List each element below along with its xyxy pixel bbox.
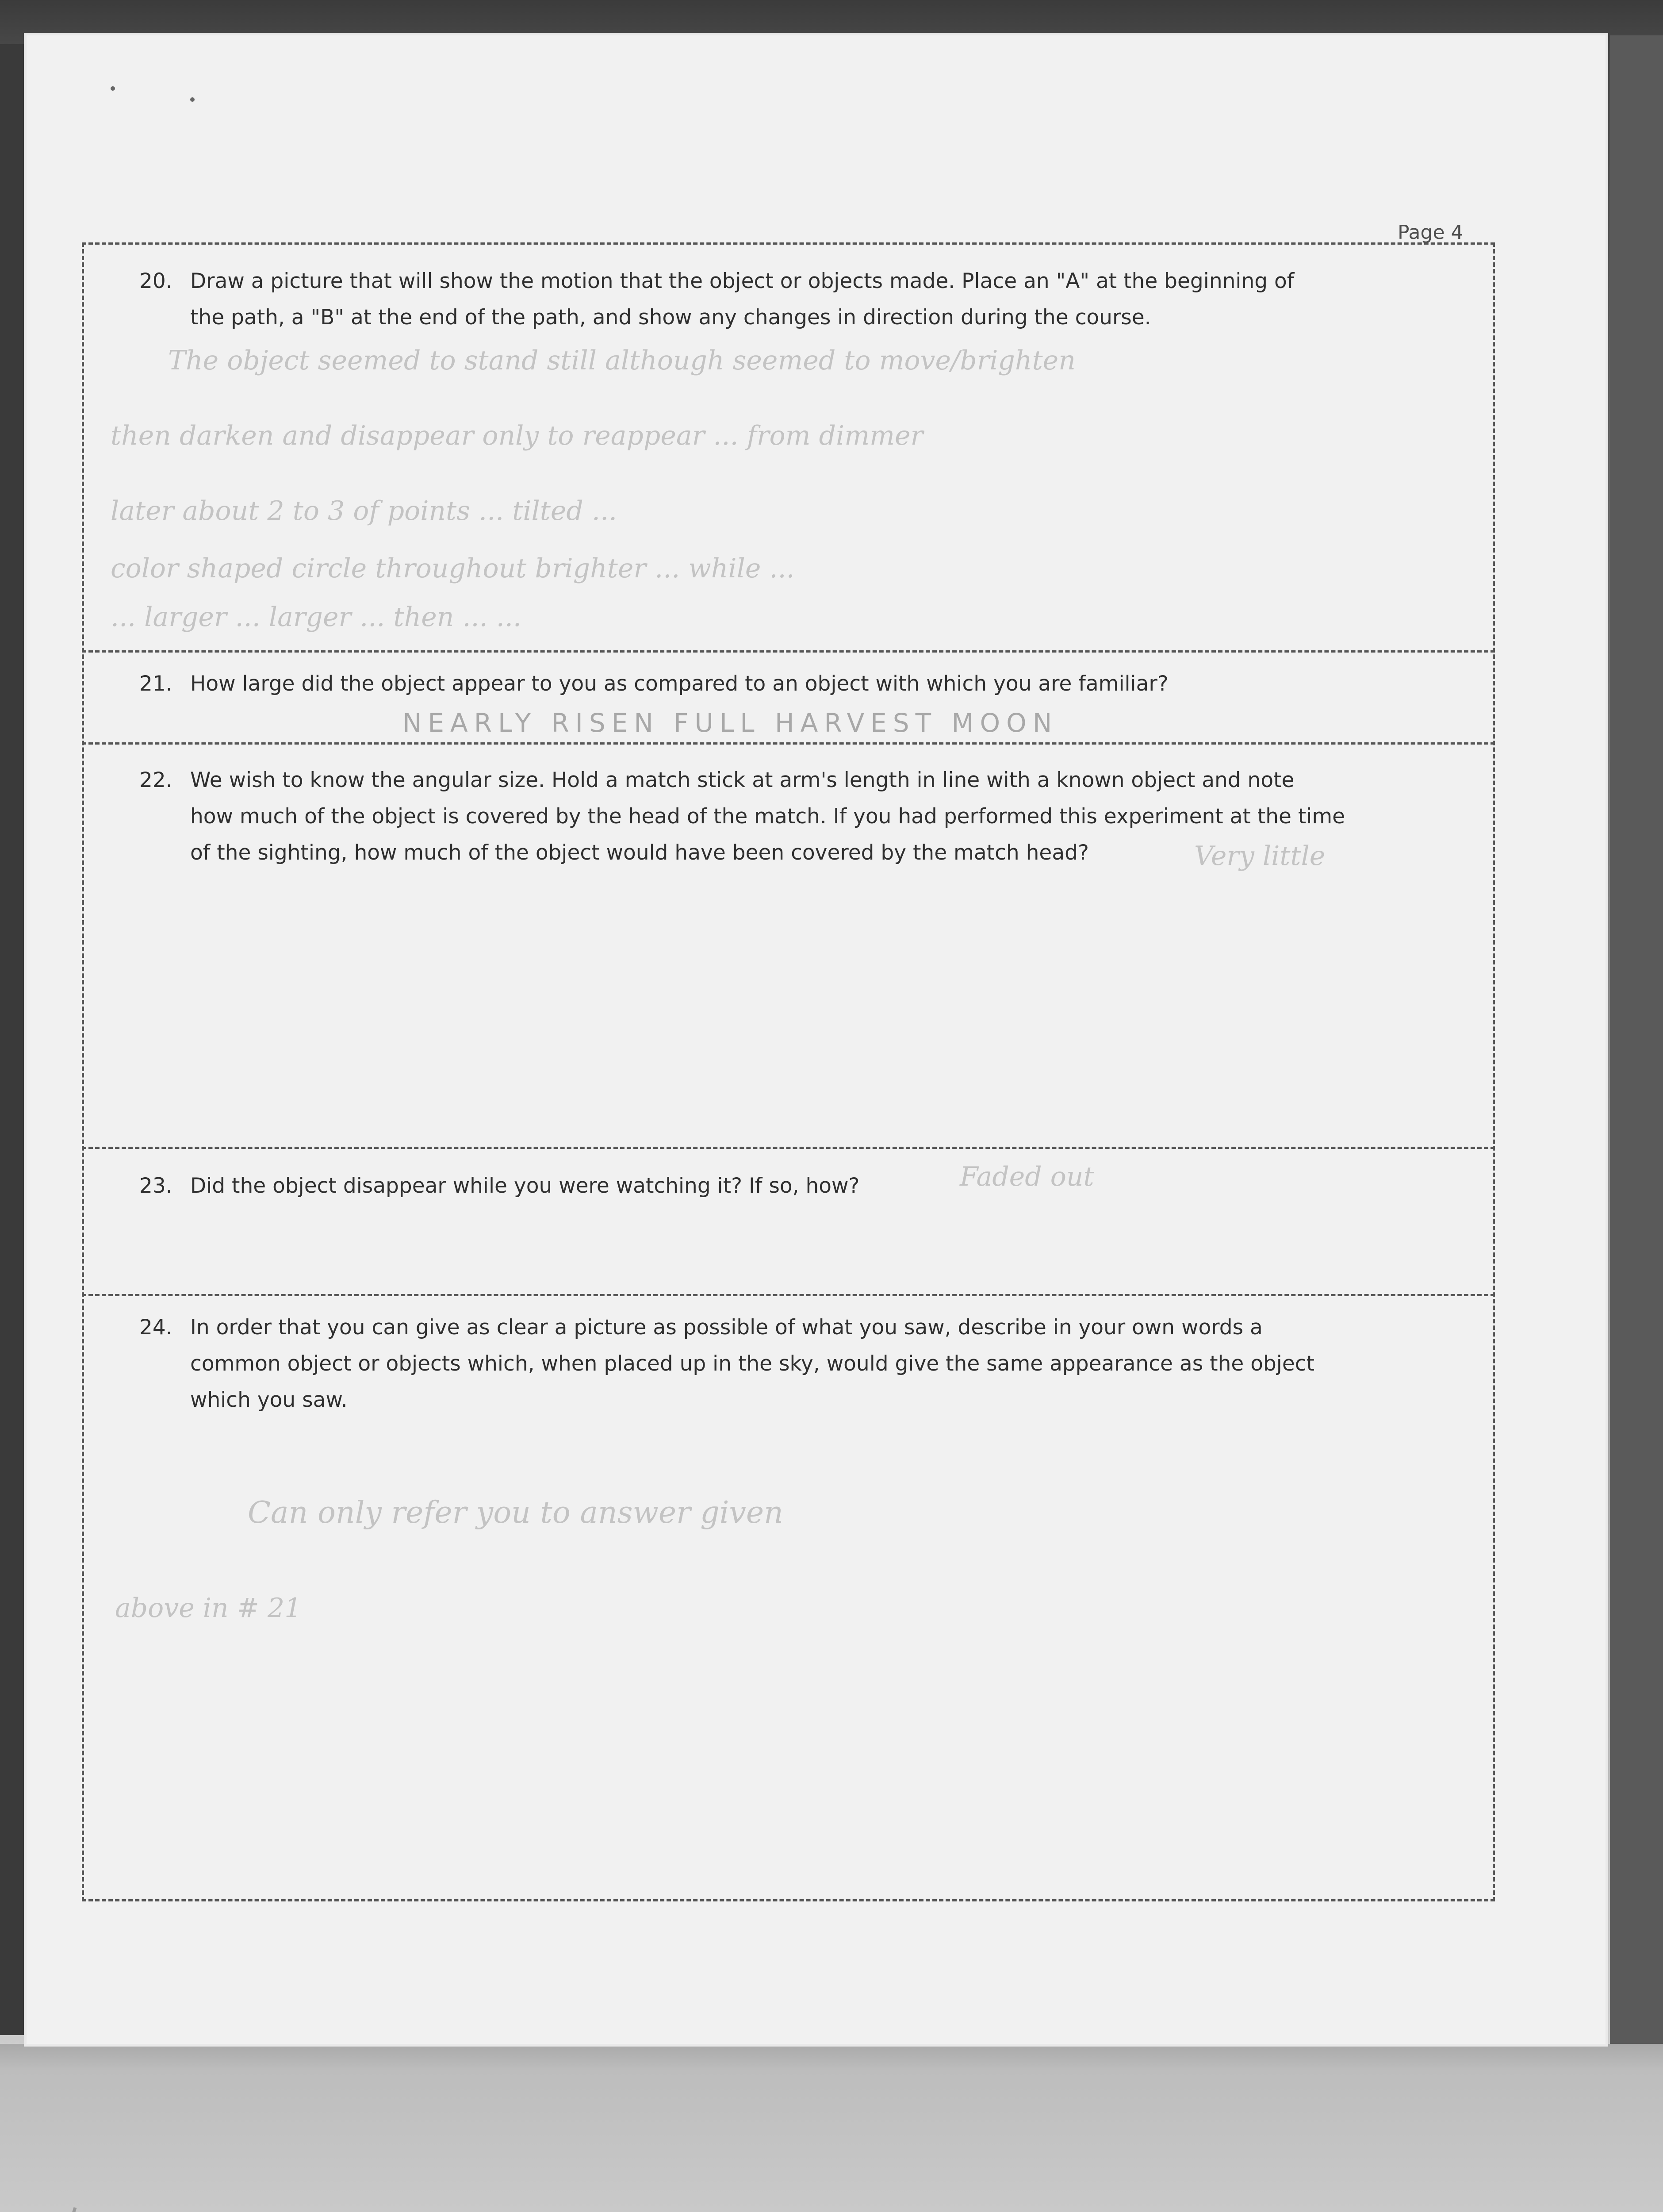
- question-text-line: How large did the object appear to you as compared to an object with which you are familiar?: [190, 672, 1169, 696]
- speck: [190, 97, 195, 102]
- scan-right-edge: [1610, 35, 1663, 2070]
- question-number: 20.: [139, 269, 172, 293]
- question-number: 23.: [139, 1174, 172, 1198]
- scratch-marks: [35, 2159, 195, 2212]
- handwritten-answer-line: color shaped circle throughout brighter ... while ...: [111, 553, 795, 584]
- question-text-line: We wish to know the angular size. Hold a match stick at arm's length in line with a known object and note: [190, 768, 1295, 792]
- handwritten-answer-line: The object seemed to stand still although seemed to move/brighten: [168, 345, 1076, 376]
- question-text-line: Draw a picture that will show the motion that the object or objects made. Place an "A" at the beginning of: [190, 269, 1295, 293]
- question-text-line: how much of the object is covered by the head of the match. If you had performed this experiment at the time: [190, 804, 1345, 829]
- question-number: 22.: [139, 768, 172, 792]
- section-divider: [82, 650, 1495, 653]
- question-text-line: of the sighting, how much of the object would have been covered by the match head?: [190, 841, 1089, 865]
- scan-background: [0, 2044, 1663, 2212]
- handwritten-answer: NEARLY RISEN FULL HARVEST MOON: [402, 708, 1058, 738]
- handwritten-answer-line: above in # 21: [115, 1593, 302, 1624]
- section-divider: [82, 742, 1495, 745]
- question-text-line: the path, a "B" at the end of the path, and show any changes in direction during the course.: [190, 305, 1151, 330]
- handwritten-answer-line: ... larger ... larger ... then ... ...: [111, 602, 521, 633]
- question-number: 24.: [139, 1315, 172, 1340]
- section-divider: [82, 1147, 1495, 1149]
- handwritten-answer-line: then darken and disappear only to reappear ... from dimmer: [111, 420, 923, 451]
- page-number: Page 4: [1398, 221, 1464, 244]
- handwritten-answer-line: Can only refer you to answer given: [248, 1495, 783, 1530]
- question-number: 21.: [139, 672, 172, 696]
- handwritten-answer: Faded out: [960, 1161, 1094, 1192]
- question-text-line: which you saw.: [190, 1388, 348, 1412]
- question-text-line: In order that you can give as clear a picture as possible of what you saw, describe in your own words a: [190, 1315, 1263, 1340]
- question-23: [139, 1166, 1466, 1206]
- question-24: [139, 1307, 1466, 1427]
- question-21: [139, 664, 1466, 704]
- handwritten-answer: Very little: [1194, 841, 1326, 872]
- question-20: [139, 261, 1466, 345]
- handwritten-answer-line: later about 2 to 3 of points ... tilted ...: [111, 495, 617, 526]
- question-text-line: common object or objects which, when placed up in the sky, would give the same appearance as the object: [190, 1352, 1315, 1376]
- questionnaire-form: [82, 242, 1495, 1901]
- question-text-line: Did the object disappear while you were watching it? If so, how?: [190, 1174, 860, 1198]
- speck: [111, 86, 115, 91]
- section-divider: [82, 1294, 1495, 1296]
